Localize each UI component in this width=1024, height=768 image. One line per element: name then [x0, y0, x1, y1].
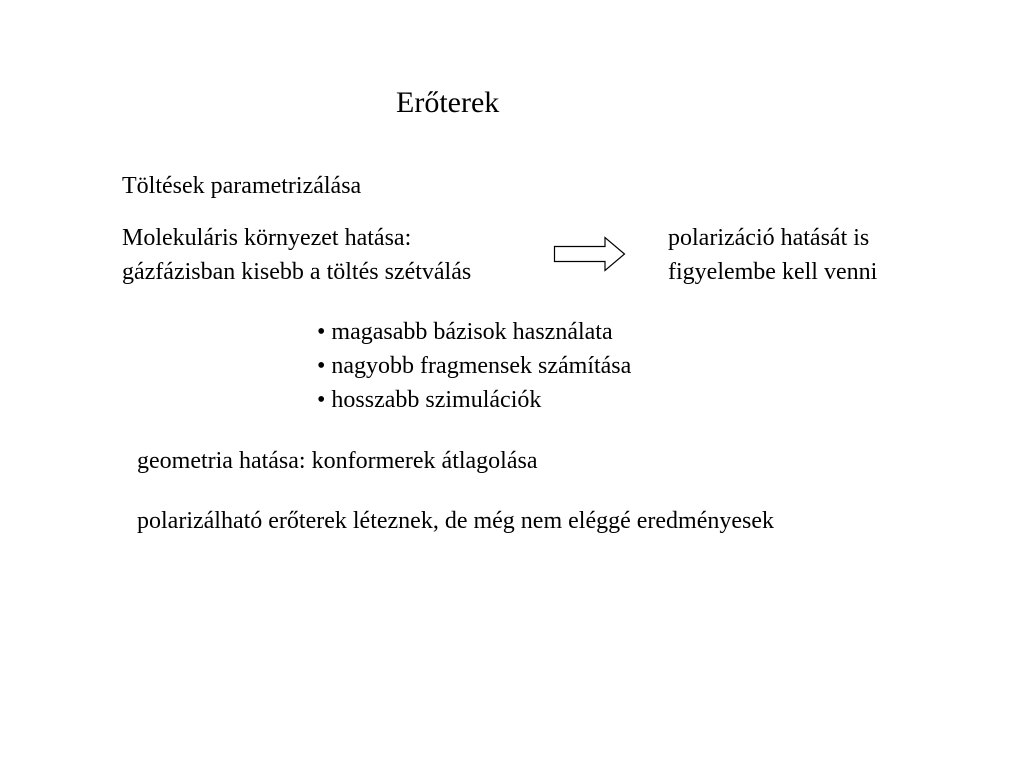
- bullet-list: [317, 315, 631, 417]
- bullet-item: • hosszabb szimulációk: [317, 387, 542, 413]
- bullet-item: • magasabb bázisok használata: [317, 319, 613, 345]
- molecular-effect-line-2: gázfázisban kisebb a töltés szétválás: [122, 259, 472, 285]
- section-heading: Töltések parametrizálása: [122, 173, 362, 199]
- molecular-effect-line-1: Molekuláris környezet hatása:: [122, 225, 412, 251]
- geometry-effect-text: geometria hatása: konformerek átlagolása: [137, 448, 538, 474]
- slide-title: Erőterek: [396, 86, 500, 119]
- right-arrow-icon: [553, 236, 627, 272]
- molecular-effect-text: [122, 221, 471, 289]
- consequence-text: [668, 221, 877, 289]
- consequence-line-1: polarizáció hatását is: [668, 225, 870, 251]
- polarizable-forcefields-text: polarizálható erőterek léteznek, de még nem eléggé eredményesek: [137, 508, 775, 534]
- consequence-line-2: figyelembe kell venni: [668, 259, 878, 285]
- bullet-item: • nagyobb fragmensek számítása: [317, 353, 632, 379]
